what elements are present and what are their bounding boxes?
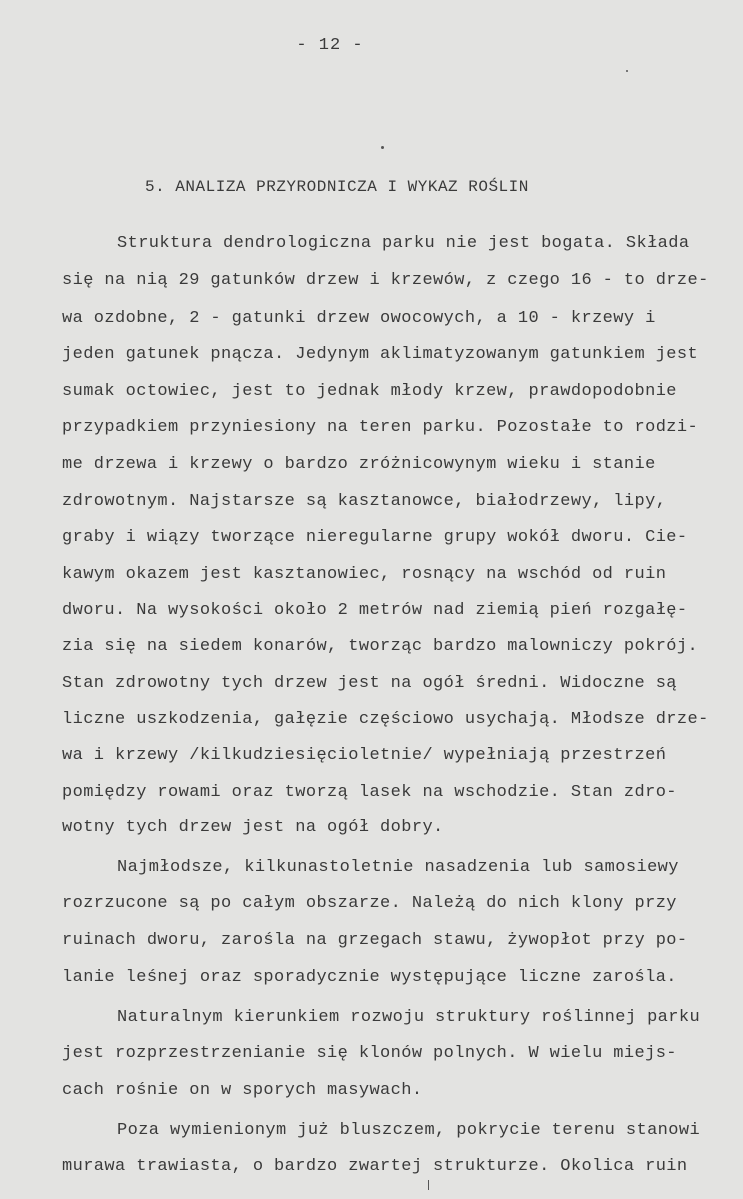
text-line: liczne uszkodzenia, gałęzie częściowo usychają. Młodsze drze-: [62, 710, 709, 729]
text-line: się na nią 29 gatunków drzew i krzewów, z czego 16 - to drze-: [62, 271, 709, 290]
text-line: Najmłodsze, kilkunastoletnie nasadzenia lub samosiewy: [117, 858, 679, 877]
text-line: wa ozdobne, 2 - gatunki drzew owocowych, a 10 - krzewy i: [62, 309, 656, 328]
text-line: me drzewa i krzewy o bardzo zróżnicowynym wieku i stanie: [62, 455, 656, 474]
text-line: jeden gatunek pnącza. Jedynym aklimatyzowanym gatunkiem jest: [62, 345, 699, 364]
text-line: graby i wiązy tworzące nieregularne grupy wokół dworu. Cie-: [62, 528, 688, 547]
page-number: - 12 -: [296, 36, 364, 55]
text-line: sumak octowiec, jest to jednak młody krzew, prawdopodobnie: [62, 382, 677, 401]
text-line: przypadkiem przyniesiony na teren parku. Pozostałe to rodzi-: [62, 418, 699, 437]
paper-speck: [428, 1180, 429, 1190]
text-line: wa i krzewy /kilkudziesięcioletnie/ wypełniają przestrzeń: [62, 746, 667, 765]
text-line: pomiędzy rowami oraz tworzą lasek na wschodzie. Stan zdro-: [62, 783, 677, 802]
text-line: murawa trawiasta, o bardzo zwartej strukturze. Okolica ruin: [62, 1157, 688, 1176]
text-line: wotny tych drzew jest na ogół dobry.: [62, 818, 444, 837]
text-line: jest rozprzestrzenianie się klonów polnych. W wielu miejs-: [62, 1044, 677, 1063]
text-line: zdrowotnym. Najstarsze są kasztanowce, białodrzewy, lipy,: [62, 492, 667, 511]
text-line: cach rośnie on w sporych masywach.: [62, 1081, 423, 1100]
section-heading: 5. ANALIZA PRZYRODNICZA I WYKAZ ROŚLIN: [145, 178, 529, 196]
paper-speck: [626, 70, 628, 72]
text-line: zia się na siedem konarów, tworząc bardzo malowniczy pokrój.: [62, 637, 699, 656]
text-line: ruinach dworu, zarośla na grzegach stawu, żywopłot przy po-: [62, 931, 688, 950]
text-line: Struktura dendrologiczna parku nie jest bogata. Składa: [117, 234, 690, 253]
text-line: rozrzucone są po całym obszarze. Należą do nich klony przy: [62, 894, 677, 913]
text-line: dworu. Na wysokości około 2 metrów nad ziemią pień rozgałę-: [62, 601, 688, 620]
text-line: kawym okazem jest kasztanowiec, rosnący na wschód od ruin: [62, 565, 667, 584]
paper-speck: [381, 146, 384, 149]
text-line: Naturalnym kierunkiem rozwoju struktury roślinnej parku: [117, 1008, 701, 1027]
text-line: Poza wymienionym już bluszczem, pokrycie terenu stanowi: [117, 1121, 701, 1140]
text-line: lanie leśnej oraz sporadycznie występujące liczne zarośla.: [62, 968, 677, 987]
text-line: Stan zdrowotny tych drzew jest na ogół średni. Widoczne są: [62, 674, 677, 693]
